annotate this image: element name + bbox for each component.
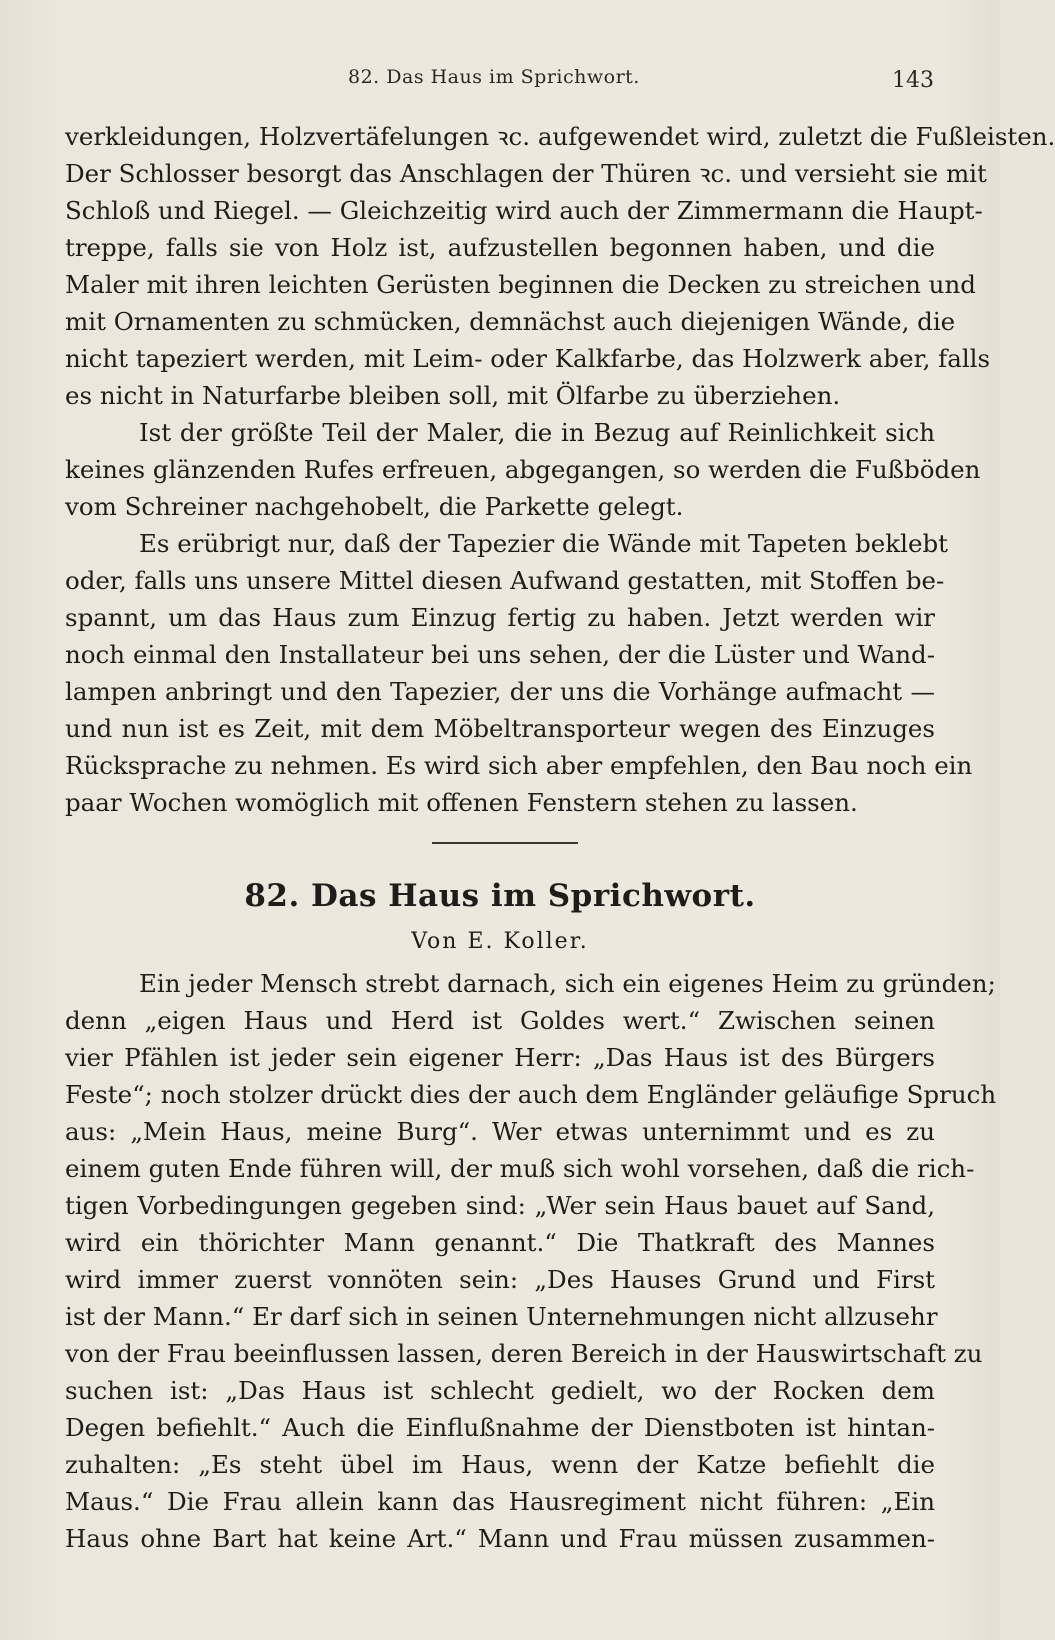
- text-line: tigen Vorbedingungen gegeben sind: „Wer sein Haus bauet auf Sand,: [65, 1191, 935, 1220]
- text-line: Schloß und Riegel. — Gleichzeitig wird auch der Zimmermann die Haupt-: [65, 196, 983, 225]
- text-line: vier Pfählen ist jeder sein eigener Herr: „Das Haus ist des Bürgers: [65, 1043, 935, 1072]
- text-line: und nun ist es Zeit, mit dem Möbeltransporteur wegen des Einzuges: [65, 714, 935, 743]
- running-head: 82. Das Haus im Sprichwort.: [348, 66, 640, 88]
- text-line: mit Ornamenten zu schmücken, demnächst auch diejenigen Wände, die: [65, 307, 956, 336]
- page-number: 143: [892, 68, 934, 93]
- text-block-continued: [65, 118, 1055, 821]
- text-line: noch einmal den Installateur bei uns sehen, der die Lüster und Wand-: [65, 640, 935, 669]
- section-title: 82. Das Haus im Sprichwort.: [244, 878, 756, 914]
- text-line: Ein jeder Mensch strebt darnach, sich ein eigenes Heim zu gründen;: [139, 969, 996, 998]
- text-line: Haus ohne Bart hat keine Art.“ Mann und Frau müssen zusammen-: [65, 1524, 935, 1553]
- text-line: paar Wochen womöglich mit offenen Fenstern stehen zu lassen.: [65, 788, 858, 817]
- text-line: wird immer zuerst vonnöten sein: „Des Hauses Grund und First: [65, 1265, 935, 1294]
- text-line: Der Schlosser besorgt das Anschlagen der Thüren ꝛc. und versieht sie mit: [65, 159, 987, 188]
- text-line: ist der Mann.“ Er darf sich in seinen Unternehmungen nicht allzusehr: [65, 1302, 938, 1331]
- text-line: einem guten Ende führen will, der muß sich wohl vorsehen, daß die rich-: [65, 1154, 975, 1183]
- text-line: Degen befiehlt.“ Auch die Einflußnahme der Dienstboten ist hintan-: [65, 1413, 935, 1442]
- text-line: keines glänzenden Rufes erfreuen, abgegangen, so werden die Fußböden: [65, 455, 981, 484]
- text-line: verkleidungen, Holzvertäfelungen ꝛc. aufgewendet wird, zuletzt die Fußleisten.: [65, 122, 1055, 151]
- text-line: Feste“; noch stolzer drückt dies der auch dem Engländer geläufige Spruch: [65, 1080, 997, 1109]
- text-line: Ist der größte Teil der Maler, die in Bezug auf Reinlichkeit sich: [139, 418, 935, 447]
- text-line: oder, falls uns unsere Mittel diesen Aufwand gestatten, mit Stoffen be-: [65, 566, 945, 595]
- text-line: nicht tapeziert werden, mit Leim- oder Kalkfarbe, das Holzwerk aber, falls: [65, 344, 991, 373]
- section-author: Von E. Koller.: [411, 929, 589, 954]
- text-line: lampen anbringt und den Tapezier, der uns die Vorhänge aufmacht —: [65, 677, 935, 706]
- text-line: wird ein thörichter Mann genannt.“ Die Thatkraft des Mannes: [65, 1228, 935, 1257]
- text-line: spannt, um das Haus zum Einzug fertig zu haben. Jetzt werden wir: [65, 603, 935, 632]
- text-line: von der Frau beeinflussen lassen, deren Bereich in der Hauswirtschaft zu: [65, 1339, 983, 1368]
- text-line: Rücksprache zu nehmen. Es wird sich aber empfehlen, den Bau noch ein: [65, 751, 973, 780]
- text-line: vom Schreiner nachgehobelt, die Parkette gelegt.: [65, 492, 684, 521]
- text-line: aus: „Mein Haus, meine Burg“. Wer etwas unternimmt und es zu: [65, 1117, 935, 1146]
- section-divider-rule: [432, 842, 578, 844]
- text-line: es nicht in Naturfarbe bleiben soll, mit Ölfarbe zu überziehen.: [65, 381, 841, 410]
- text-line: zuhalten: „Es steht übel im Haus, wenn der Katze befiehlt die: [65, 1450, 935, 1479]
- text-block-section: [65, 965, 997, 1557]
- text-line: Maus.“ Die Frau allein kann das Hausregiment nicht führen: „Ein: [65, 1487, 935, 1516]
- text-line: Es erübrigt nur, daß der Tapezier die Wände mit Tapeten beklebt: [139, 529, 948, 558]
- text-line: treppe, falls sie von Holz ist, aufzustellen begonnen haben, und die: [65, 233, 935, 262]
- text-line: denn „eigen Haus und Herd ist Goldes wert.“ Zwischen seinen: [65, 1006, 935, 1035]
- text-line: Maler mit ihren leichten Gerüsten beginnen die Decken zu streichen und: [65, 270, 976, 299]
- text-line: suchen ist: „Das Haus ist schlecht gedielt, wo der Rocken dem: [65, 1376, 935, 1405]
